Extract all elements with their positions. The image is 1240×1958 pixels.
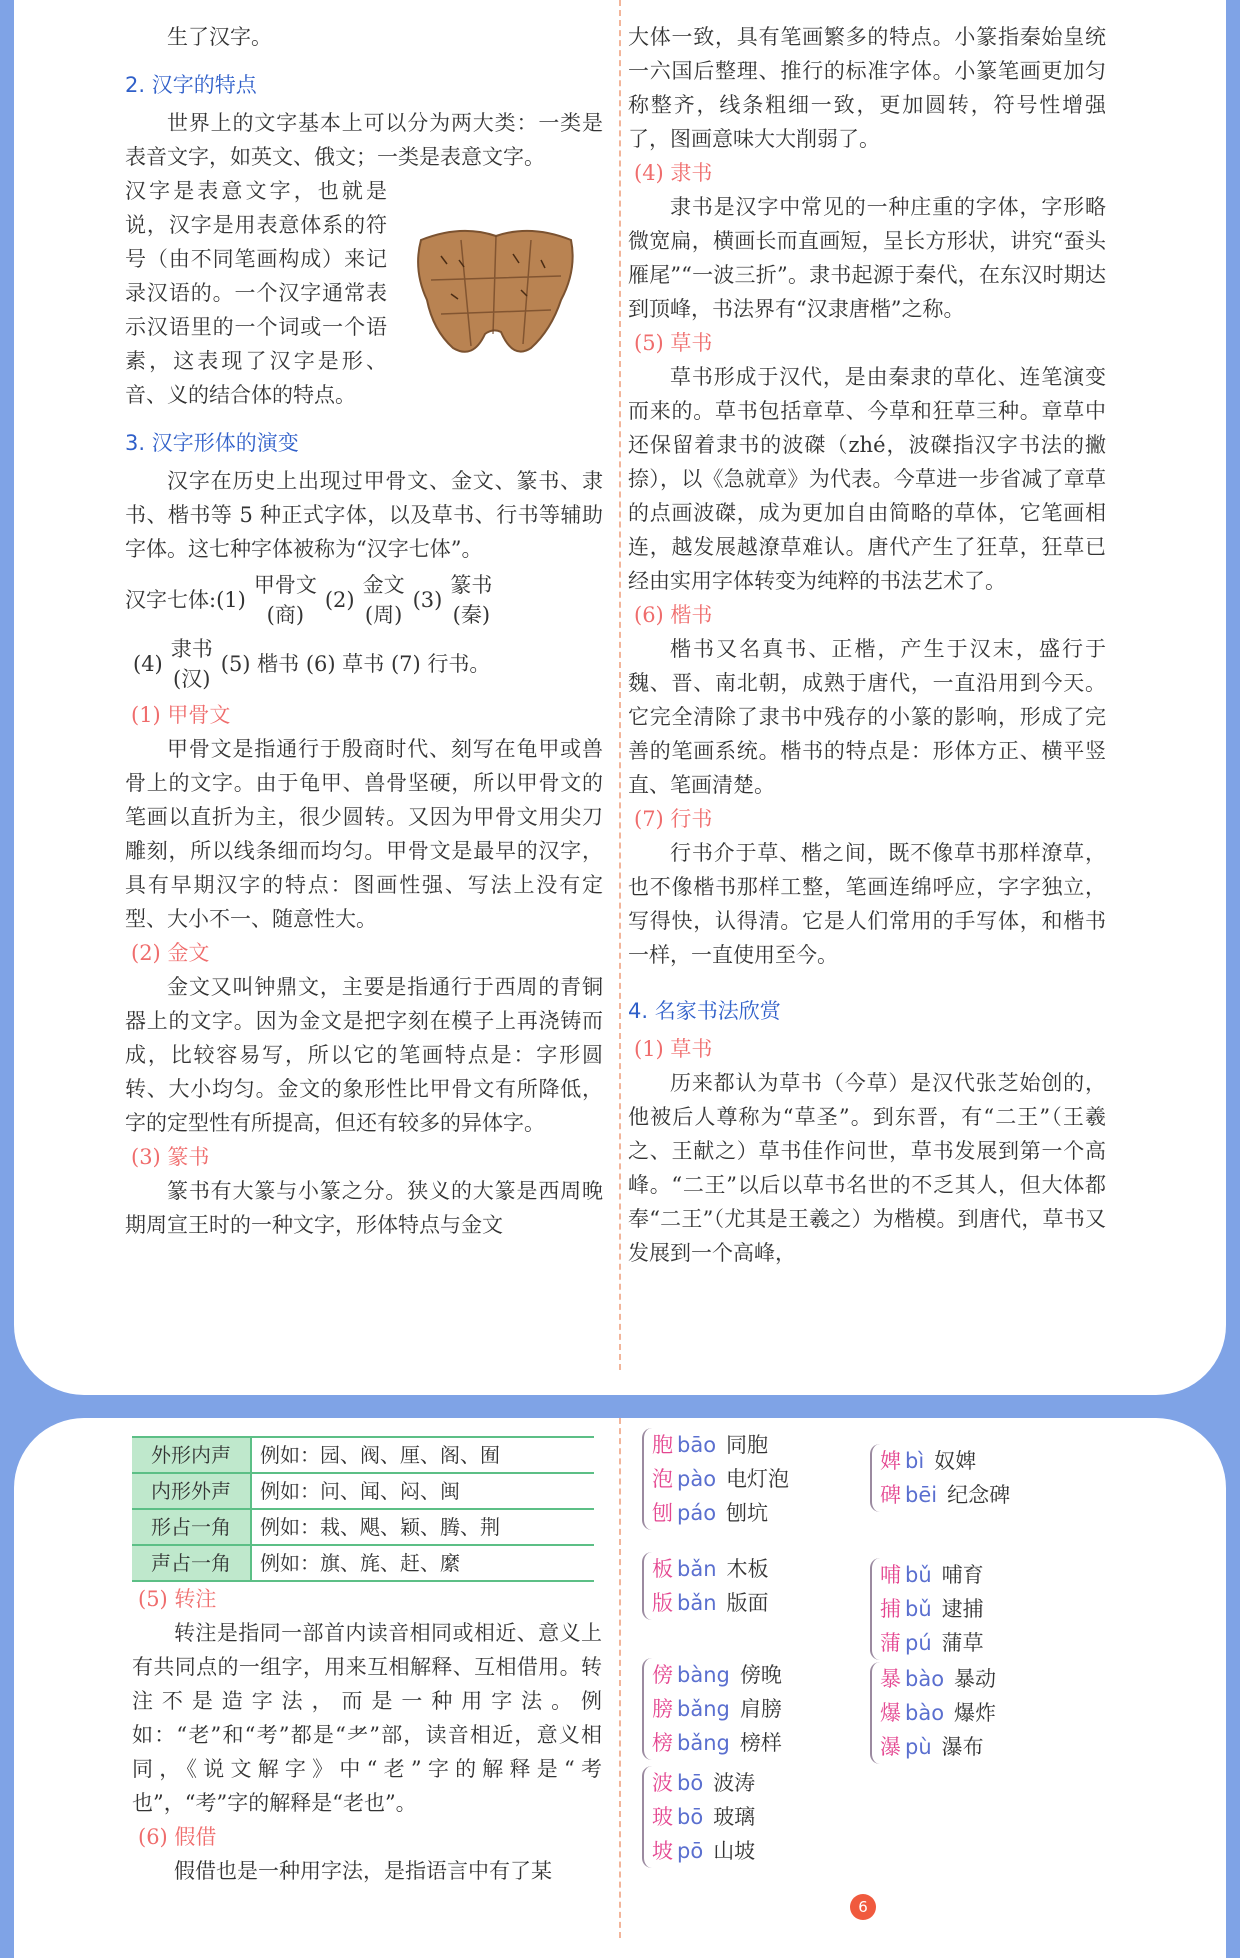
char: 膀 <box>652 1697 673 1721</box>
example-word: 波涛 <box>713 1771 756 1795</box>
seven-scripts-row <box>125 570 603 630</box>
char: 版 <box>652 1591 673 1615</box>
script-item: 篆书 (秦) <box>450 573 493 627</box>
pinyin: bì <box>905 1449 925 1473</box>
char-entry <box>652 1586 769 1620</box>
example-word: 哺育 <box>941 1563 984 1587</box>
subheading-zhuanshu: (3) 篆书 <box>131 1145 210 1169</box>
subheading-jinwen: (2) 金文 <box>131 941 210 965</box>
page-top <box>14 0 1226 1395</box>
paragraph: 转注是指同一部首内读音相同或相近、意义上有共同点的一组字，用来互相解释、互相借用。转注不是造字法，而是一种用字法。例如：“老”和“考”都是“耂”部，读音相近，意义相同，《说文解字》中“老”字的解释是“考也”，“考”字的解释是“老也”。 <box>132 1621 602 1815</box>
char-entry <box>652 1834 755 1868</box>
item-num: (4) <box>133 652 163 676</box>
example-word: 山坡 <box>713 1839 756 1863</box>
pinyin: bǔ <box>905 1563 932 1587</box>
paragraph: 隶书是汉字中常见的一种庄重的字体，字形略微宽扁，横画长而直画短，呈长方形状，讲究“蚕头雁尾”“一波三折”。隶书起源于秦代，在东汉时期达到顶峰，书法界有“汉隶唐楷”之称。 <box>628 195 1106 321</box>
pinyin: bǎn <box>677 1557 717 1581</box>
subheading-jiajie: (6) 假借 <box>138 1825 217 1849</box>
char-group <box>642 1766 755 1868</box>
table-row: 形占一角 例如：栽、飓、颖、腾、荆 <box>132 1509 594 1545</box>
pinyin: pō <box>677 1839 704 1863</box>
pinyin: bǎng <box>677 1697 730 1721</box>
char-entry <box>652 1496 789 1530</box>
char-entry <box>880 1730 996 1764</box>
char-group <box>642 1552 769 1620</box>
page-number: 6 <box>850 1894 876 1920</box>
paragraph: 行书介于草、楷之间，既不像草书那样潦草，也不像楷书那样工整，笔画连绵呼应，字字独立，写得快，认得清。它是人们常用的手写体，和楷书一样，一直使用至今。 <box>628 841 1106 967</box>
subheading-caoshu: (5) 草书 <box>634 331 713 355</box>
char: 碑 <box>880 1483 901 1507</box>
paragraph: 草书形成于汉代，是由秦隶的草化、连笔演变而来的。草书包括章草、今草和狂草三种。章草中还保留着隶书的波磔（zhé，波磔指汉字书法的撇捺），以《急就章》为代表。今草进一步省减了章草的点画波磔，成为更加自由简略的草体，它笔画相连，越发展越潦草难认。唐代产生了狂草，狂草已经由实用字体转变为纯粹的书法艺术了。 <box>628 365 1106 593</box>
seven-label: 汉字七体: <box>125 588 217 612</box>
example-word: 瀑布 <box>941 1735 984 1759</box>
pinyin: bō <box>677 1771 704 1795</box>
char: 捕 <box>880 1597 901 1621</box>
example-word: 玻璃 <box>713 1805 756 1829</box>
item-num: (2) <box>324 588 355 612</box>
paragraph: 楷书又名真书、正楷，产生于汉末，盛行于魏、晋、南北朝，成熟于唐代，一直沿用到今天。它完全清除了隶书中残存的小篆的影响，形成了完善的笔画系统。楷书的特点是：形体方正、横平竖直、笔画清楚。 <box>628 637 1106 797</box>
paragraph: 汉字是表意文字，也就是说，汉字是用表意体系的符号（由不同笔画构成）来记录汉语的。一个汉字通常表示汉语里的一个词或一个语素，这表现了汉字是形、音、义的结合体的特点。 <box>125 179 387 407</box>
char-entry <box>652 1692 782 1726</box>
example-word: 爆炸 <box>954 1701 997 1725</box>
char: 爆 <box>880 1701 901 1725</box>
example-word: 木板 <box>726 1557 769 1581</box>
example-word: 刨坑 <box>726 1501 769 1525</box>
pinyin: bǎn <box>677 1591 717 1615</box>
subheading-lishu: (4) 隶书 <box>634 161 713 185</box>
example-word: 暴动 <box>954 1667 997 1691</box>
char-entry <box>880 1558 984 1592</box>
subheading-caoshu-2: (1) 草书 <box>634 1037 713 1061</box>
pinyin: páo <box>677 1501 717 1525</box>
char-entry <box>652 1658 782 1692</box>
paragraph: 甲骨文是指通行于殷商时代、刻写在龟甲或兽骨上的文字。由于龟甲、兽骨坚硬，所以甲骨文的笔画以直折为主，很少圆转。又因为甲骨文用尖刀雕刻，所以线条细而均匀。甲骨文是最早的汉字，具有早期汉字的特点：图画性强、写法上没有定型、大小不一、随意性大。 <box>125 737 603 931</box>
char: 板 <box>652 1557 673 1581</box>
subheading-zhuanzhu: (5) 转注 <box>138 1587 217 1611</box>
char: 哺 <box>880 1563 901 1587</box>
example-word: 奴婢 <box>934 1449 977 1473</box>
char-entry <box>652 1462 789 1496</box>
char: 坡 <box>652 1839 673 1863</box>
char-group <box>642 1658 782 1760</box>
example-word: 版面 <box>726 1591 769 1615</box>
intro-tail: 生了汉字。 <box>167 25 272 49</box>
char-entry <box>652 1766 755 1800</box>
char-entry <box>880 1696 996 1730</box>
char: 瀑 <box>880 1735 901 1759</box>
paragraph: 假借也是一种用字法，是指语言中有了某 <box>174 1859 552 1883</box>
char-entry <box>880 1592 984 1626</box>
char-group <box>870 1558 984 1660</box>
char: 婢 <box>880 1449 901 1473</box>
column-divider <box>619 0 621 1370</box>
example-word: 逮捕 <box>941 1597 984 1621</box>
script-item: 甲骨文 (商) <box>253 573 317 627</box>
pinyin: bō <box>677 1805 704 1829</box>
pinyin: bēi <box>905 1483 938 1507</box>
example-word: 肩膀 <box>739 1697 782 1721</box>
example-word: 同胞 <box>726 1433 769 1457</box>
pinyin: bǔ <box>905 1597 932 1621</box>
subheading-xingshu: (7) 行书 <box>634 807 713 831</box>
paragraph: 历来都认为草书（今草）是汉代张芝始创的，他被后人尊称为“草圣”。到东晋，有“二王”（王羲之、王献之）草书佳作问世，草书发展到第一个高峰。“二王”以后以草书名世的不乏其人，但大体都奉“二王”（尤其是王羲之）为楷模。到唐代，草书又发展到一个高峰， <box>628 1071 1106 1265</box>
paragraph: 金文又叫钟鼎文，主要是指通行于西周的青铜器上的文字。因为金文是把字刻在模子上再浇铸而成，比较容易写，所以它的笔画特点是：字形圆转、大小均匀。金文的象形性比甲骨文有所降低，字的定型性有所提高，但还有较多的异体字。 <box>125 975 603 1135</box>
pinyin: bàng <box>677 1663 730 1687</box>
char: 暴 <box>880 1667 901 1691</box>
char: 玻 <box>652 1805 673 1829</box>
example-word: 蒲草 <box>941 1631 984 1655</box>
right-column <box>628 20 1106 1270</box>
table-row: 声占一角 例如：旗、旄、赶、縻 <box>132 1545 594 1581</box>
char-entry <box>652 1428 789 1462</box>
column-divider <box>619 1418 621 1938</box>
section-heading-4: 4. 名家书法欣赏 <box>628 999 781 1023</box>
table-row: 内形外声 例如：问、闻、闷、闽 <box>132 1473 594 1509</box>
script-item: 金文 (周) <box>362 573 405 627</box>
pinyin: pú <box>905 1631 932 1655</box>
char-entry <box>652 1726 782 1760</box>
xingsheng-table <box>132 1436 594 1582</box>
paragraph: 世界上的文字基本上可以分为两大类：一类是表音文字，如英文、俄文；一类是表意文字。 <box>125 111 603 169</box>
pinyin: pào <box>677 1467 717 1491</box>
char-entry <box>652 1800 755 1834</box>
left-column <box>125 20 603 1242</box>
subheading-jiaguwen: (1) 甲骨文 <box>131 703 231 727</box>
item-num: (1) <box>216 588 246 612</box>
paragraph: 篆书有大篆与小篆之分。狭义的大篆是西周晚期周宣王时的一种文字，形体特点与金文 <box>125 1179 603 1237</box>
char-entry <box>880 1444 1010 1478</box>
char: 蒲 <box>880 1631 901 1655</box>
example-word: 榜样 <box>739 1731 782 1755</box>
example-word: 电灯泡 <box>726 1467 790 1491</box>
char: 傍 <box>652 1663 673 1687</box>
pinyin: pù <box>905 1735 932 1759</box>
text-with-image <box>125 174 603 412</box>
char-entry <box>880 1626 984 1660</box>
char: 泡 <box>652 1467 673 1491</box>
pinyin: bào <box>905 1701 945 1725</box>
pinyin: bǎng <box>677 1731 730 1755</box>
script-list-rest: (5) 楷书 (6) 草书 (7) 行书。 <box>220 652 491 676</box>
char: 胞 <box>652 1433 673 1457</box>
table-row: 外形内声 例如：园、阀、厘、阁、囿 <box>132 1437 594 1473</box>
char-entry <box>880 1478 1010 1512</box>
char-group <box>870 1444 1010 1512</box>
oracle-bone-image <box>401 210 591 378</box>
char-entry <box>652 1552 769 1586</box>
section-heading-3: 3. 汉字形体的演变 <box>125 431 299 455</box>
char: 波 <box>652 1771 673 1795</box>
paragraph: 大体一致，具有笔画繁多的特点。小篆指秦始皇统一六国后整理、推行的标准字体。小篆笔画更加匀称整齐，线条粗细一致，更加圆转，符号性增强了，图画意味大大削弱了。 <box>628 25 1106 151</box>
pinyin: bāo <box>677 1433 717 1457</box>
left-column <box>132 1418 602 1888</box>
char-group <box>642 1428 789 1530</box>
char: 榜 <box>652 1731 673 1755</box>
item-num: (3) <box>412 588 443 612</box>
section-heading-2: 2. 汉字的特点 <box>125 73 257 97</box>
script-item: 隶书 (汉) <box>170 637 213 691</box>
seven-scripts-row <box>125 634 603 694</box>
char: 刨 <box>652 1501 673 1525</box>
example-word: 纪念碑 <box>947 1483 1011 1507</box>
char-entry <box>880 1662 996 1696</box>
subheading-kaishu: (6) 楷书 <box>634 603 713 627</box>
page-bottom <box>14 1418 1226 1958</box>
pinyin: bào <box>905 1667 945 1691</box>
paragraph: 汉字在历史上出现过甲骨文、金文、篆书、隶书、楷书等 5 种正式字体，以及草书、行书等辅助字体。这七种字体被称为“汉字七体”。 <box>125 469 603 561</box>
example-word: 傍晚 <box>739 1663 782 1687</box>
char-group <box>870 1662 996 1764</box>
